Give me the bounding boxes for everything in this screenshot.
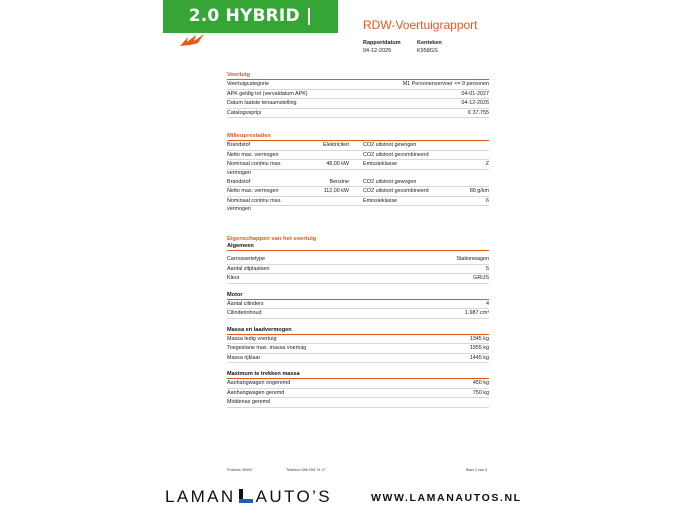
- flame-logo-icon: [178, 33, 214, 47]
- algemeen-title: Algemeen: [227, 243, 489, 251]
- row-key: Aantal zitplaatsen: [227, 265, 270, 272]
- cell: Netto max. vermogen: [227, 188, 279, 194]
- laman-logo-icon: [239, 489, 253, 503]
- table-row: [227, 274, 489, 284]
- plate-block: [417, 40, 442, 55]
- table-row: [227, 265, 489, 275]
- table-row: [227, 109, 489, 119]
- table-row: [227, 309, 489, 319]
- table-row: [227, 90, 489, 100]
- report-date-value: 04-12-2025: [363, 47, 392, 54]
- cell: Netto max. vermogen: [227, 151, 279, 158]
- row-key: Aantal cilinders: [227, 300, 264, 307]
- row-key: Massa rijklaar: [227, 354, 261, 361]
- cell: Emissieklasse: [363, 161, 398, 167]
- voertuig-section: [227, 72, 489, 118]
- cell: CO2 uitstoot gewogen: [363, 178, 417, 185]
- cell: Nominaal continu max. vermogen: [227, 197, 282, 212]
- row-value: 750 kg: [472, 389, 489, 396]
- table-row: [227, 187, 489, 197]
- report-title: RDW-Voertuigrapport: [363, 18, 478, 32]
- cell: [443, 151, 489, 160]
- row-value: 1445 kg: [469, 354, 489, 361]
- row-value: 450 kg: [472, 380, 489, 386]
- row-value: Stationwagen: [456, 256, 489, 262]
- table-row: [227, 300, 489, 310]
- cell: Brandstof: [227, 142, 251, 148]
- cell: 89 g/km: [469, 188, 489, 194]
- table-row: [227, 255, 489, 265]
- cell: [297, 151, 363, 160]
- table-row: [227, 160, 489, 176]
- row-value: 04-01-2027: [461, 90, 489, 97]
- cell: 112,00 kW: [323, 188, 349, 194]
- row-key: Catalogusprijs: [227, 109, 262, 116]
- row-key: Massa ledig voertuig: [227, 335, 277, 342]
- cell: Z: [485, 161, 489, 167]
- row-value: M1 Personenvervoer <= 9 personen: [402, 81, 489, 87]
- table-row: [227, 99, 489, 109]
- cell: [443, 141, 489, 150]
- row-value: 04-12-2025: [461, 100, 489, 106]
- table-row: [227, 80, 489, 90]
- cell: 6: [486, 197, 489, 204]
- plate-label: Kenteken: [417, 40, 442, 46]
- cell: CO2 uitstoot gewogen: [363, 142, 417, 148]
- footer-phone: Telefoon 088 008 74 47: [286, 468, 326, 472]
- footer-address: Postbus 30000: [227, 468, 253, 472]
- cell: [297, 197, 363, 206]
- table-row: [227, 197, 489, 212]
- cell: Elektriciteit: [322, 142, 349, 148]
- row-key: Toegestane max. massa voertuig: [227, 345, 307, 351]
- eigenschappen-title: Eigenschappen van het voertuig: [227, 236, 317, 242]
- table-row: [227, 178, 489, 188]
- row-key: Aanhangwagen ongeremd: [227, 380, 291, 386]
- table-row: [227, 398, 489, 408]
- table-row: [227, 389, 489, 399]
- row-key: Carrosserietype: [227, 256, 266, 262]
- trekken-title: Maximum te trekken massa: [227, 371, 489, 379]
- row-key: Kleur: [227, 275, 240, 281]
- cell: Brandstof: [227, 178, 251, 185]
- table-row: [227, 344, 489, 354]
- brand-name-part2: AUTO’S: [255, 487, 333, 506]
- row-key: Datum laatste tenaamstelling: [227, 100, 297, 106]
- row-key: Cilinderinhoud: [227, 310, 262, 316]
- row-key: Middenas geremd: [227, 399, 271, 405]
- massa-title: Massa en laadvermogen: [227, 327, 489, 335]
- cell: [443, 178, 489, 187]
- hybrid-carplay-banner: 2.0 HYBRID | CARPLAY: [163, 0, 338, 33]
- cell: Emissieklasse: [363, 197, 398, 204]
- milieu-section: [227, 133, 489, 212]
- table-row: [227, 354, 489, 364]
- cell: 48,00 kW: [326, 161, 349, 167]
- cell: Nominaal continu max. vermogen: [227, 161, 282, 176]
- row-value: € 37.755: [468, 109, 489, 116]
- row-value: 4: [486, 300, 489, 307]
- report-date-block: [363, 40, 401, 55]
- row-value: 5: [486, 265, 489, 272]
- row-value: 1.987 cm³: [465, 310, 489, 316]
- row-value: 1345 kg: [469, 335, 489, 342]
- footer-page: Blad 2 van 3: [466, 468, 488, 472]
- motor-title: Motor: [227, 292, 489, 300]
- row-key: APK geldig tot (vervaldatum APK): [227, 90, 308, 97]
- voertuig-title: Voertuig: [227, 72, 489, 80]
- row-key: Aanhangwagen geremd: [227, 389, 285, 396]
- report-date-label: Rapportdatum: [363, 40, 401, 46]
- row-key: Voertuigcategorie: [227, 81, 269, 87]
- table-row: [227, 151, 489, 161]
- milieu-title: Milieuprestaties: [227, 133, 489, 141]
- plate-value: K958GS: [417, 47, 438, 54]
- cell: CO2 uitstoot gecombineerd: [363, 151, 429, 158]
- eigenschappen-section: [227, 236, 489, 408]
- table-row: [227, 335, 489, 345]
- row-value: 1955 kg: [469, 345, 489, 351]
- brand-name-part1: LAMAN: [165, 487, 236, 506]
- cell: Benzine: [329, 178, 349, 185]
- row-value: GRIJS: [473, 275, 489, 281]
- table-row: [227, 379, 489, 389]
- cell: CO2 uitstoot gecombineerd: [363, 188, 429, 194]
- website-url: WWW.LAMANAUTOS.NL: [371, 492, 522, 504]
- table-row: [227, 141, 489, 151]
